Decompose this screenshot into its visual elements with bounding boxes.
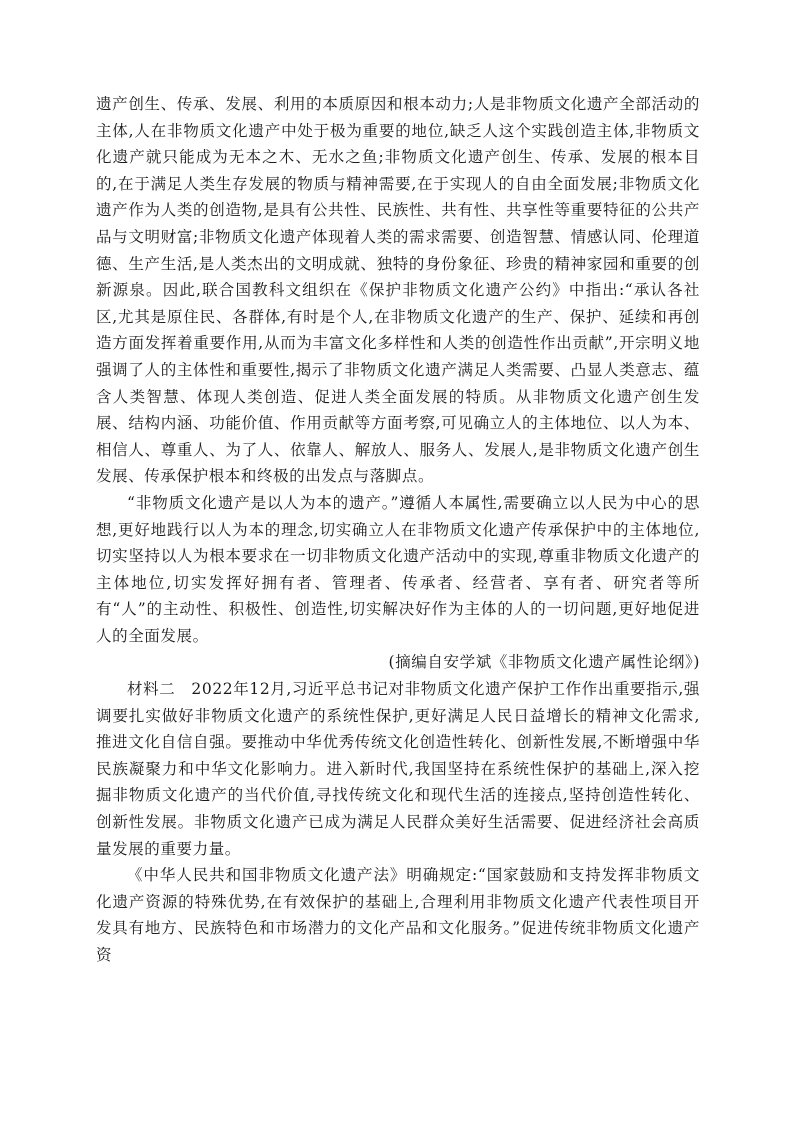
material-2-label: 材料二 xyxy=(127,680,176,699)
material-2-text: 2022年12月,习近平总书记对非物质文化遗产保护工作作出重要指示,强调要扎实做好非物质文化遗产的系统性保护,更好满足人民日益增长的精神文化需求,推进文化自信自强。要推动中华优秀传统文化创造性转化、创新性发展,不断增强中华民族凝聚力和中华文化影响力。进入新时代,我国坚持在系统性保护的基础上,深入挖掘非物质文化遗产的当代价值,寻找传统文化和现代生活的连接点,坚持创造性转化、创新性发展。非物质文化遗产已成为满足人民群众美好生活需要、促进经济社会高质量发展的重要力量。 xyxy=(96,680,700,858)
paragraph-law: 《中华人民共和国非物质文化遗产法》明确规定:“国家鼓励和支持发挥非物质文化遗产资源的特殊优势,在有效保护的基础上,合理利用非物质文化遗产代表性项目开发具有地方、民族特色和市场潜力的文化产品和文化服务。”促进传统非物质文化遗产资 xyxy=(96,866,700,964)
paragraph-2: “非物质文化遗产是以人为本的遗产。”遵循人本属性,需要确立以人民为中心的思想,更好地践行以人为本的理念,切实确立人在非物质文化遗产传承保护中的主体地位,切实坚持以人为根本要求在一切非物质文化遗产活动中的实现,尊重非物质文化遗产的主体地位,切实发挥好拥有者、管理者、传承者、经营者、享有者、研究者等所有“人”的主动性、积极性、创造性,切实解决好作为主体的人的一切问题,更好地促进人的全面发展。 xyxy=(96,493,700,645)
document-page xyxy=(96,91,700,969)
material-2-paragraph xyxy=(96,676,700,862)
paragraph-1: 遗产创生、传承、发展、利用的本质原因和根本动力;人是非物质文化遗产全部活动的主体,人在非物质文化遗产中处于极为重要的地位,缺乏人这个实践创造主体,非物质文化遗产就只能成为无本之木、无水之鱼;非物质文化遗产创生、传承、发展的根本目的,在于满足人类生存发展的物质与精神需要,在于实现人的自由全面发展;非物质文化遗产作为人类的创造物,是具有公共性、民族性、共有性、共享性等重要特征的公共产品与文明财富;非物质文化遗产体现着人类的需求需要、创造智慧、情感认同、伦理道德、生产生活,是人类杰出的文明成就、独特的身份象征、珍贵的精神家园和重要的创新源泉。因此,联合国教科文组织在《保护非物质文化遗产公约》中指出:“承认各社区,尤其是原住民、各群体,有时是个人,在非物质文化遗产的生产、保护、延续和再创造方面发挥着重要作用,从而为丰富文化多样性和人类的创造性作出贡献”,开宗明义地强调了人的主体性和重要性,揭示了非物质文化遗产满足人类需要、凸显人类意志、蕴含人类智慧、体现人类创造、促进人类全面发展的特质。从非物质文化遗产创生发展、结构内涵、功能价值、作用贡献等方面考察,可见确立人的主体地位、以人为本、相信人、尊重人、为了人、依靠人、解放人、服务人、发展人,是非物质文化遗产创生发展、传承保护根本和终极的出发点与落脚点。 xyxy=(96,95,700,486)
source-citation: (摘编自安学斌《非物质文化遗产属性论纲》) xyxy=(388,653,700,672)
